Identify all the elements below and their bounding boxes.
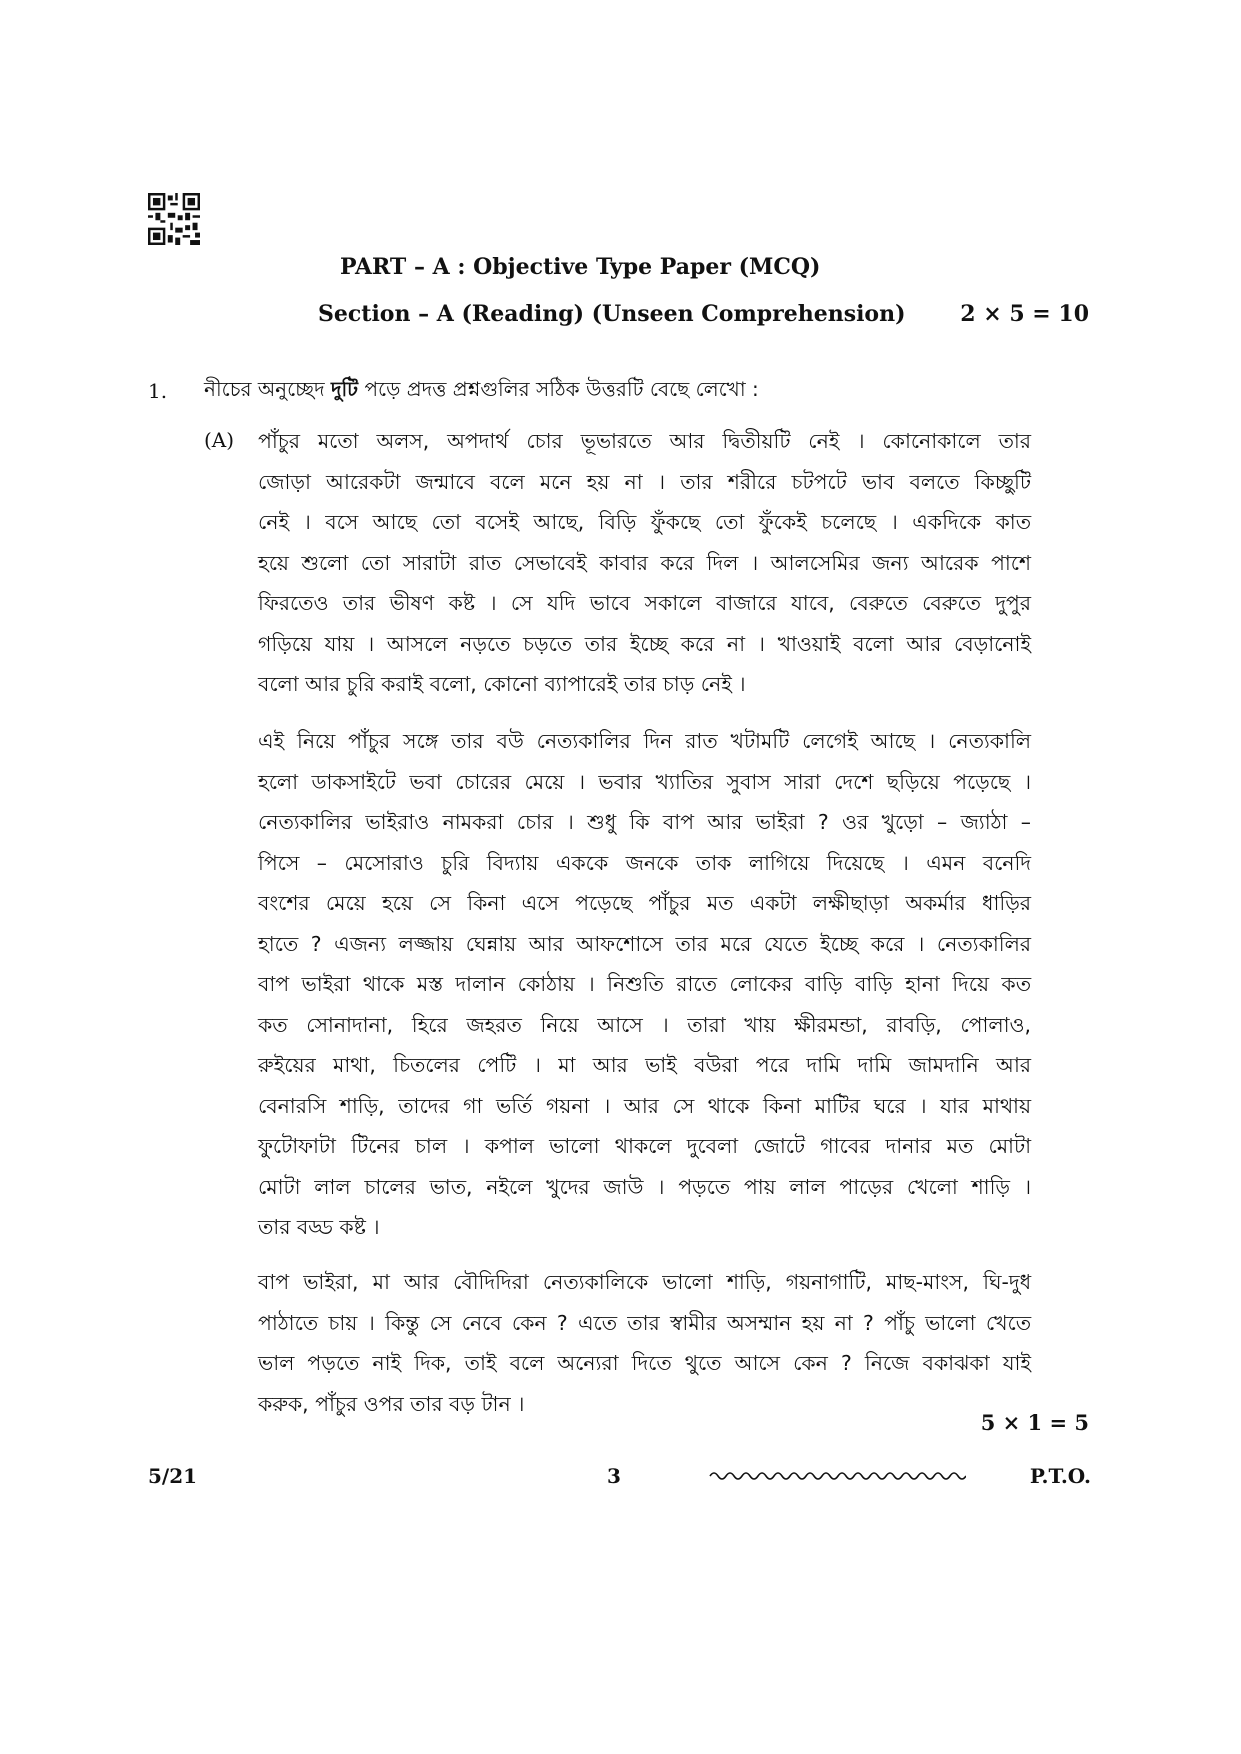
passage-line: ভাল পড়তে নাই দিক, তাই বলে অন্যেরা দিতে থুতে আসে কেন ? নিজে বকাঝকা যাই bbox=[258, 1351, 1031, 1375]
passage-line: হাতে ? এজন্য লজ্জায় ঘেন্নায় আর আফশোসে তার মরে যেতে ইচ্ছে করে । নেত্যকালির bbox=[258, 931, 1031, 956]
passage-line: ফিরতেও তার ভীষণ কষ্ট । সে যদি ভাবে সকালে বাজারে যাবে, বেরুতে বেরুতে দুপুর bbox=[258, 591, 1031, 615]
section-title: Section – A (Reading) (Unseen Comprehension) bbox=[318, 301, 906, 327]
passage-line: রুইয়ের মাথা, চিতলের পেটি । মা আর ভাই বউরা পরে দামি দামি জামদানি আর bbox=[258, 1053, 1031, 1077]
instruction-text-bold: দুটি bbox=[330, 377, 359, 401]
footer-pto: P.T.O. bbox=[1029, 1464, 1091, 1488]
passage-line: তার বড্ড কষ্ট । bbox=[258, 1215, 380, 1239]
footer-page-number: 3 bbox=[607, 1464, 621, 1488]
passage-marks: 5 × 1 = 5 bbox=[980, 1410, 1089, 1435]
question-instruction bbox=[204, 375, 759, 408]
passage-line: পাঁচুর মতো অলস, অপদার্থ চোর ভূভারতে আর দ্বিতীয়টি নেই । কোনোকালে তার bbox=[258, 429, 1031, 453]
passage-line: কত সোনাদানা, হিরে জহরত নিয়ে আসে । তারা খায় ক্ষীরমন্ডা, রাবড়ি, পোলাও, bbox=[258, 1012, 1031, 1037]
part-title: PART – A : Objective Type Paper (MCQ) bbox=[340, 254, 821, 280]
section-marks: 2 × 5 = 10 bbox=[960, 301, 1089, 327]
passage-line: বাপ ভাইরা, মা আর বৌদিদিরা নেত্যকালিকে ভালো শাড়ি, গয়নাগাটি, মাছ-মাংস, ঘি-দুধ bbox=[258, 1270, 1031, 1294]
instruction-text-pre: নীচের অনুচ্ছেদ bbox=[204, 377, 331, 401]
passage-line: হলো ডাকসাইটে ভবা চোরের মেয়ে । ভবার খ্যাতির সুবাস সারা দেশে ছড়িয়ে পড়েছে । bbox=[258, 769, 1031, 794]
passage-line: বাপ ভাইরা থাকে মস্ত দালান কোঠায় । নিশুতি রাতে লোকের বাড়ি বাড়ি হানা দিয়ে কত bbox=[258, 972, 1031, 996]
sub-question-label: (A) bbox=[204, 428, 235, 452]
wavy-line-icon bbox=[708, 1468, 966, 1484]
passage-line: নেত্যকালির ভাইরাও নামকরা চোর । শুধু কি বাপ আর ভাইরা ? ওর খুড়ো – জ্যাঠা – bbox=[258, 810, 1031, 834]
question-number: 1. bbox=[148, 379, 168, 403]
passage-line: পাঠাতে চায় । কিন্তু সে নেবে কেন ? এতে তার স্বামীর অসম্মান হয় না ? পাঁচু ভালো খেতে bbox=[258, 1310, 1031, 1335]
qr-code-icon bbox=[148, 193, 200, 245]
passage-line: বেনারসি শাড়ি, তাদের গা ভর্তি গয়না । আর সে থাকে কিনা মাটির ঘরে । যার মাথায় bbox=[258, 1093, 1031, 1118]
passage-line: মোটা লাল চালের ভাত, নইলে খুদের জাউ । পড়তে পায় লাল পাড়ের খেলো শাড়ি । bbox=[258, 1174, 1031, 1199]
passage-line: গড়িয়ে যায় । আসলে নড়তে চড়তে তার ইচ্ছে করে না । খাওয়াই বলো আর বেড়ানোই bbox=[258, 631, 1031, 656]
passage-line: নেই । বসে আছে তো বসেই আছে, বিড়ি ফুঁকছে তো ফুঁকেই চলেছে । একদিকে কাত bbox=[258, 510, 1031, 534]
passage-line: করুক, পাঁচুর ওপর তার বড় টান । bbox=[258, 1391, 525, 1416]
passage-line: ফুটোফাটা টিনের চাল । কপাল ভালো থাকলে দুবেলা জোটে গাবের দানার মত মোটা bbox=[258, 1134, 1031, 1158]
passage-paragraph-3 bbox=[258, 1262, 1031, 1424]
passage-paragraph-2 bbox=[258, 721, 1031, 1248]
passage-line: বলো আর চুরি করাই বলো, কোনো ব্যাপারেই তার চাড় নেই । bbox=[258, 672, 746, 696]
passage-line: হয়ে শুলো তো সারাটা রাত সেভাবেই কাবার করে দিল । আলসেমির জন্য আরেক পাশে bbox=[258, 550, 1031, 575]
instruction-text-post: পড়ে প্রদত্ত প্রশ্নগুলির সঠিক উত্তরটি বেছে লেখো : bbox=[358, 377, 759, 401]
passage-line: বংশের মেয়ে হয়ে সে কিনা এসে পড়েছে পাঁচুর মত একটা লক্ষীছাড়া অকর্মার ধাড়ির bbox=[258, 891, 1031, 915]
passage-line: এই নিয়ে পাঁচুর সঙ্গে তার বউ নেত্যকালির দিন রাত খটামটি লেগেই আছে । নেত্যকালি bbox=[258, 729, 1031, 753]
passage-line: জোড়া আরেকটা জন্মাবে বলে মনে হয় না । তার শরীরে চটপটে ভাব বলতে কিচ্ছুটি bbox=[258, 469, 1031, 494]
passage-line: পিসে – মেসোরাও চুরি বিদ্যায় এককে জনকে তাক লাগিয়ে দিয়েছে । এমন বনেদি bbox=[258, 850, 1031, 875]
passage-paragraph-1 bbox=[258, 421, 1031, 705]
footer-paper-code: 5/21 bbox=[148, 1464, 198, 1488]
